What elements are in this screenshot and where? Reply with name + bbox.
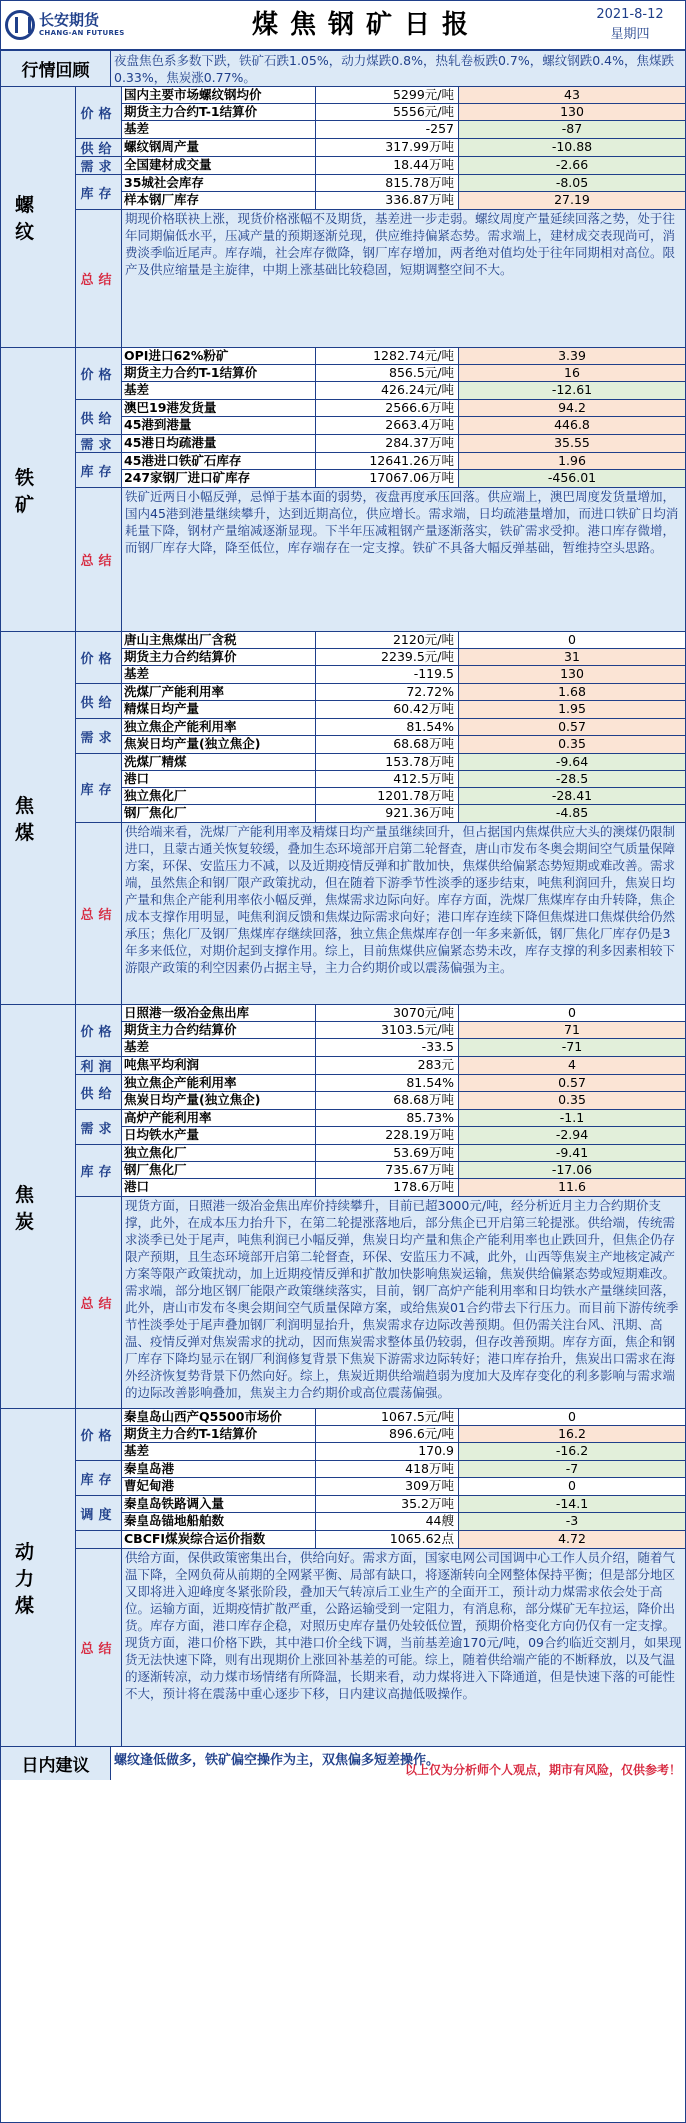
indicator-name: 期货主力合约T-1结算价 [122, 1426, 316, 1442]
indicator-name: 澳巴19港发货量 [122, 400, 316, 416]
summary-text: 现货方面，日照港一级冶金焦出库价持续攀升，目前已超3000元/吨，经分析近月主力合约期价支撑，此外，在成本压力抬升下，在第二轮提涨落地后，部分焦企已开启第三轮提涨。供给端，传统需求淡季已处于尾声，吨焦利润已小幅反弹，焦炭日均产量和焦企产能利用率也止跌回升，但焦企仍存限产预期，且生态环境部开启第二轮督查，环保、安监压力不减，此外，山西等焦炭主产地核定减产方案等限产政策扰动，加上近期疫情反弹和扩散加快影响焦炭运输，焦炭供给偏紧态势或短期难改。需求端，部分地区钢厂能限产政策继续落实，目前，钢厂高炉产能利用率和日均铁水产量继续回落，此外，唐山市发布冬奥会期间空气质量保障方案，或给焦炭01合约带去下行压力。而目前下游传统季节性淡季处于尾声叠加钢厂利润明显抬升，焦炭需求存边际改善预期。但仍需关注台风、汛期、高温、疫情反弹对焦炭需求的扰动，因而焦炭需求整体虽仍较弱，但存改善预期。库存方面，焦企和钢厂库存下降均显示在钢厂利润修复背景下焦炭下游需求边际转好；港口库存抬升，焦炭出口需求在海外经济恢复势背景下仍然向好。综上，焦炭近期供给端趋弱为度加大及库存变化的利多影响与需求端的边际改善影响叠加，焦炭主力合约期价或高位震荡偏强。 [122, 1197, 685, 1408]
indicator-value: 170.9 [316, 1443, 459, 1460]
indicator-change: 0.57 [459, 719, 685, 735]
summary-label: 总结 [76, 823, 122, 1004]
indicator-value: 81.54% [316, 719, 459, 735]
indicator-value: 12641.26万吨 [316, 453, 459, 469]
indicator-change: 43 [459, 87, 685, 103]
indicator-name: 期货主力合约T-1结算价 [122, 365, 316, 381]
indicator-change: -28.41 [459, 788, 685, 804]
indicator-rows [122, 1461, 685, 1495]
section-1 [1, 348, 685, 632]
indicator-value: 896.6元/吨 [316, 1426, 459, 1442]
indicator-name: 吨焦平均利润 [122, 1057, 316, 1074]
indicator-rows [122, 435, 685, 452]
indicator-group [76, 400, 685, 435]
indicator-group [76, 1110, 685, 1145]
indicator-rows [122, 632, 685, 683]
summary-text: 供给方面，保供政策密集出台，供给向好。需求方面，国家电网公司国调中心工作人员介绍，随着气温下降，全网负荷从前期的全网紧平衡、局部有缺口，将逐渐转向全网整体保持平衡；但是部分地区又即将进入迎峰度冬紧张阶段，叠加天气转凉后工业生产的全面开工，预计动力煤需求依会处于高位。运输方面，近期疫情扩散严重，公路运输受到一定阻力，有消息称，部分煤矿无车拉运，降价出货。库存方面，港口库存企稳，对照历史库存量仍处较低位置，预期价格变化方向仍仅有一定支撑。现货方面，港口价格下跌，其中港口价全线下调，当前基差逾170元/吨，09合约临近交割月，如果现货无法快速下降，则有出现期价上涨回补基差的可能。综上，随着供给端产能的不断释放，以及气温的逐渐转凉，动力煤市场情绪有所降温，长期来看，动力煤将进入下降通道，但是快速下落的可能性不大，预计将在震荡中重心逐步下移，日内建议高抛低吸操作。 [122, 1549, 685, 1746]
indicator-value: -33.5 [316, 1039, 459, 1056]
indicator-name: OPI进口62%粉矿 [122, 348, 316, 364]
indicator-change: -7 [459, 1461, 685, 1477]
indicator-value: 178.6万吨 [316, 1179, 459, 1196]
indicator-row [122, 1039, 685, 1056]
indicator-row [122, 87, 685, 104]
section-2 [1, 632, 685, 1005]
indicator-rows [122, 1496, 685, 1530]
indicator-name: 独立焦化厂 [122, 1145, 316, 1161]
indicator-name: 期货主力合约T-1结算价 [122, 104, 316, 120]
indicator-change: -14.1 [459, 1496, 685, 1512]
indicator-row [122, 701, 685, 718]
indicator-row [122, 1443, 685, 1460]
section-name: 焦煤 [1, 632, 76, 1004]
indicator-rows [122, 1110, 685, 1144]
summary-text: 供给端来看，洗煤厂产能利用率及精煤日均产量虽继续回升，但占据国内焦煤供应大头的澳煤仍限制进口，且蒙古通关恢复较缓，叠加生态环境部开启第二轮督查，唐山市发布冬奥会期间空气质量保障方案，环保、安监压力不减，以及近期疫情反弹和扩散加快，焦煤供给偏紧态势短期或难改善。需求端，虽然焦企和钢厂限产政策扰动，但在随着下游季节性淡季的逐步结束，吨焦利润回升，焦炭日均产量和焦企产能利用率依小幅反弹，焦煤需求边际向好。库存方面，洗煤厂焦煤库存由升转降，焦企成本支撑作用明显，吨焦利润反馈和焦煤边际需求向好；港口库存连续下降但焦煤进口焦煤供给仍然承压；焦化厂及钢厂焦煤库存继续回落，独立焦企焦煤库存创一年多来新低，钢厂焦化厂库存仍是3年多来低位，对期价起到支撑作用。综上，目前焦煤供应偏紧态势未改，库存支撑的利多因素相较下游限产政策的利空因素仍占据主导，主力合约期价或以震荡偏强为主。 [122, 823, 685, 1004]
indicator-row [122, 435, 685, 452]
indicator-row [122, 1461, 685, 1478]
indicator-name: 45港进口铁矿石库存 [122, 453, 316, 469]
indicator-group [76, 435, 685, 453]
group-category: 库存 [76, 754, 122, 822]
summary-group [76, 488, 685, 631]
indicator-value: 3070元/吨 [316, 1005, 459, 1021]
indicator-group [76, 719, 685, 754]
indicator-value: 17067.06万吨 [316, 470, 459, 487]
indicator-group [76, 87, 685, 139]
section-body [76, 1005, 685, 1408]
summary-label: 总结 [76, 210, 122, 347]
group-category: 库存 [76, 1461, 122, 1495]
section-body [76, 348, 685, 631]
indicator-row [122, 192, 685, 209]
indicator-change: -17.06 [459, 1162, 685, 1178]
indicator-change: -16.2 [459, 1443, 685, 1460]
indicator-value: 153.78万吨 [316, 754, 459, 770]
indicator-row [122, 1092, 685, 1109]
indicator-row [122, 666, 685, 683]
indicator-change: -8.05 [459, 175, 685, 191]
indicator-rows [122, 1531, 685, 1548]
indicator-change: 0.57 [459, 1075, 685, 1091]
indicator-value: 426.24元/吨 [316, 382, 459, 399]
indicator-change: -28.5 [459, 771, 685, 787]
indicator-value: 1065.62点 [316, 1531, 459, 1548]
indicator-name: 基差 [122, 121, 316, 138]
indicator-name: 洗煤厂精煤 [122, 754, 316, 770]
indicator-row [122, 649, 685, 666]
indicator-change: -12.61 [459, 382, 685, 399]
section-name: 动力煤 [1, 1409, 76, 1746]
indicator-name: 全国建材成交量 [122, 157, 316, 174]
indicator-name: 基差 [122, 666, 316, 683]
indicator-name: 日照港一级冶金焦出库 [122, 1005, 316, 1021]
indicator-row [122, 121, 685, 138]
indicator-value: 18.44万吨 [316, 157, 459, 174]
indicator-group [76, 453, 685, 488]
indicator-row [122, 453, 685, 470]
indicator-change: 71 [459, 1022, 685, 1038]
indicator-value: 68.68万吨 [316, 736, 459, 753]
indicator-change: 16 [459, 365, 685, 381]
indicator-rows [122, 754, 685, 822]
indicator-name: 期货主力合约结算价 [122, 1022, 316, 1038]
indicator-row [122, 1057, 685, 1074]
indicator-change: 16.2 [459, 1426, 685, 1442]
indicator-name: CBCFI煤炭综合运价指数 [122, 1531, 316, 1548]
indicator-change: 130 [459, 666, 685, 683]
indicator-row [122, 1162, 685, 1179]
section-0 [1, 87, 685, 348]
indicator-rows [122, 157, 685, 174]
indicator-value: 735.67万吨 [316, 1162, 459, 1178]
indicator-name: 基差 [122, 1039, 316, 1056]
summary-text: 铁矿近两日小幅反弹，忌惮于基本面的弱势，夜盘再度承压回落。供应端上，澳巴周度发货量增加，国内45港到港量继续攀升，达到近期高位，供应增长。需求端，日均疏港量增加，而进口铁矿日均消耗量下降，钢材产量缩减逐渐显现。下半年压减粗钢产量逐渐落实，铁矿需求受抑。港口库存微增，而钢厂库存大降，降至低位，库存端存在一定支撑。铁矿不具备大幅反弹基础，暂维持空头思路。 [122, 488, 685, 631]
indicator-group [76, 175, 685, 210]
section-3 [1, 1005, 685, 1409]
group-category: 价格 [76, 1005, 122, 1056]
indicator-row [122, 1496, 685, 1513]
indicator-row [122, 805, 685, 822]
indicator-row [122, 1513, 685, 1530]
logo-en: CHANG-AN FUTURES [39, 29, 125, 37]
indicator-change: -71 [459, 1039, 685, 1056]
indicator-group [76, 1461, 685, 1496]
section-body [76, 1409, 685, 1746]
indicator-row [122, 1478, 685, 1495]
indicator-value: 5299元/吨 [316, 87, 459, 103]
section-name: 铁矿 [1, 348, 76, 631]
company-logo [1, 1, 127, 49]
indicator-change: 446.8 [459, 417, 685, 434]
group-category: 利润 [76, 1057, 122, 1074]
section-name: 焦炭 [1, 1005, 76, 1408]
indicator-name: 曹妃甸港 [122, 1478, 316, 1495]
summary-label: 总结 [76, 1197, 122, 1408]
indicator-change: 0 [568, 1005, 576, 1020]
indicator-row [122, 382, 685, 399]
indicator-row [122, 365, 685, 382]
indicator-row [122, 157, 685, 174]
indicator-change: -10.88 [459, 139, 685, 156]
indicator-name: 秦皇岛锚地船舶数 [122, 1513, 316, 1530]
indicator-group [76, 1496, 685, 1531]
indicator-row [122, 139, 685, 156]
indicator-row [122, 470, 685, 487]
indicator-value: 317.99万吨 [316, 139, 459, 156]
indicator-row [122, 1022, 685, 1039]
indicator-change: -2.66 [459, 157, 685, 174]
indicator-rows [122, 453, 685, 487]
indicator-row [122, 1426, 685, 1443]
indicator-value: 2239.5元/吨 [316, 649, 459, 665]
indicator-rows [122, 1409, 685, 1460]
report-title: 煤焦钢矿日报 [251, 10, 480, 40]
indicator-change: 0.35 [459, 736, 685, 753]
indicator-change: -9.41 [459, 1145, 685, 1161]
indicator-value: 5556元/吨 [316, 104, 459, 120]
indicator-group [76, 139, 685, 157]
indicator-change: 35.55 [459, 435, 685, 452]
indicator-row [122, 348, 685, 365]
group-category: 需求 [76, 157, 122, 174]
indicator-row [122, 175, 685, 192]
group-category: 供给 [76, 1075, 122, 1109]
indicator-change: -1.1 [459, 1110, 685, 1126]
indicator-name: 独立焦化厂 [122, 788, 316, 804]
indicator-rows [122, 1057, 685, 1074]
indicator-change: 31 [459, 649, 685, 665]
indicator-group [76, 1531, 685, 1549]
indicator-change: -3 [459, 1513, 685, 1530]
indicator-change: -87 [459, 121, 685, 138]
indicator-change: -9.64 [459, 754, 685, 770]
summary-group [76, 210, 685, 347]
indicator-name: 45港日均疏港量 [122, 435, 316, 452]
indicator-row [122, 417, 685, 434]
indicator-row [122, 1145, 685, 1162]
indicator-rows [122, 87, 685, 138]
group-category: 需求 [76, 1110, 122, 1144]
indicator-value: 336.87万吨 [316, 192, 459, 209]
indicator-value: 3103.5元/吨 [316, 1022, 459, 1038]
indicator-name: 焦炭日均产量(独立焦企) [122, 1092, 316, 1109]
indicator-name: 秦皇岛铁路调入量 [122, 1496, 316, 1512]
group-category: 供给 [76, 400, 122, 434]
indicator-name: 港口 [122, 771, 316, 787]
indicator-value: 418万吨 [316, 1461, 459, 1477]
section-body [76, 87, 685, 347]
indicator-rows [122, 348, 685, 399]
indicator-rows [122, 175, 685, 209]
indicator-name: 港口 [122, 1179, 316, 1196]
indicator-group [76, 632, 685, 684]
indicator-name: 焦炭日均产量(独立焦企) [122, 736, 316, 753]
indicator-value: 921.36万吨 [316, 805, 459, 822]
indicator-value: 1201.78万吨 [316, 788, 459, 804]
indicator-row [122, 632, 685, 649]
indicator-change: 1.68 [459, 684, 685, 700]
indicator-value: 283元 [316, 1057, 459, 1074]
group-category: 需求 [76, 719, 122, 753]
indicator-row [122, 754, 685, 771]
summary-label: 总结 [76, 488, 122, 631]
indicator-rows [122, 400, 685, 434]
indicator-change: 3.39 [459, 348, 685, 364]
indicator-group [76, 1409, 685, 1461]
indicator-row [122, 1110, 685, 1127]
group-category: 价格 [76, 87, 122, 138]
indicator-name: 秦皇岛山西产Q5500市场价 [122, 1409, 316, 1425]
indicator-row [122, 400, 685, 417]
logo-icon [5, 10, 35, 40]
indicator-name: 日均铁水产量 [122, 1127, 316, 1144]
indicator-row [122, 1531, 685, 1548]
indicator-value: 1282.74元/吨 [316, 348, 459, 364]
indicator-name: 钢厂焦化厂 [122, 1162, 316, 1178]
indicator-change: 0 [568, 1409, 576, 1424]
indicator-rows [122, 139, 685, 156]
advice-text-block [111, 1747, 685, 1780]
indicator-value: 1067.5元/吨 [316, 1409, 459, 1425]
indicator-rows [122, 719, 685, 753]
section-name: 螺纹 [1, 87, 76, 347]
indicator-name: 钢厂焦化厂 [122, 805, 316, 822]
indicator-change: 27.19 [459, 192, 685, 209]
indicator-change: -456.01 [459, 470, 685, 487]
indicator-value: 309万吨 [316, 1478, 459, 1495]
indicator-name: 洗煤厂产能利用率 [122, 684, 316, 700]
advice-label: 日内建议 [1, 1747, 111, 1780]
indicator-change: 4.72 [459, 1531, 685, 1548]
indicator-rows [122, 1145, 685, 1196]
indicator-group [76, 754, 685, 823]
indicator-row [122, 771, 685, 788]
indicator-value: 412.5万吨 [316, 771, 459, 787]
indicator-change: 94.2 [459, 400, 685, 416]
indicator-name: 独立焦企产能利用率 [122, 1075, 316, 1091]
indicator-value: 2566.6万吨 [316, 400, 459, 416]
intraday-advice [1, 1747, 685, 1780]
market-review [1, 51, 685, 87]
indicator-group [76, 1145, 685, 1197]
indicator-name: 精煤日均产量 [122, 701, 316, 718]
indicator-row [122, 1075, 685, 1092]
report-header [1, 1, 685, 51]
group-category: 价格 [76, 348, 122, 399]
summary-group [76, 823, 685, 1004]
indicator-row [122, 719, 685, 736]
indicator-value: 53.69万吨 [316, 1145, 459, 1161]
indicator-change: 0 [568, 632, 576, 647]
group-category: 价格 [76, 632, 122, 683]
indicator-value: -257 [316, 121, 459, 138]
indicator-group [76, 1057, 685, 1075]
indicator-row [122, 1179, 685, 1196]
indicator-change: 11.6 [459, 1179, 685, 1196]
indicator-value: 228.19万吨 [316, 1127, 459, 1144]
indicator-change: 130 [459, 104, 685, 120]
indicator-row [122, 788, 685, 805]
indicator-value: 2120元/吨 [316, 632, 459, 648]
indicator-name: 国内主要市场螺纹钢均价 [122, 87, 316, 103]
group-category: 供给 [76, 139, 122, 156]
review-label: 行情回顾 [1, 51, 111, 86]
indicator-group [76, 157, 685, 175]
indicator-rows [122, 684, 685, 718]
indicator-row [122, 1005, 685, 1022]
indicator-change: 1.95 [459, 701, 685, 718]
indicator-change: 4 [459, 1057, 685, 1074]
report-weekday: 星期四 [610, 27, 650, 42]
indicator-row [122, 1127, 685, 1144]
indicator-row [122, 736, 685, 753]
indicator-value: 85.73% [316, 1110, 459, 1126]
indicator-name: 247家钢厂进口矿库存 [122, 470, 316, 487]
indicator-name: 唐山主焦煤出厂含税 [122, 632, 316, 648]
indicator-value: 44艘 [316, 1513, 459, 1530]
indicator-rows [122, 1075, 685, 1109]
indicator-row [122, 684, 685, 701]
group-category [76, 1531, 122, 1548]
indicator-name: 秦皇岛港 [122, 1461, 316, 1477]
report-date: 2021-8-12 [596, 7, 664, 22]
disclaimer: 以上仅为分析师个人观点，期市有风险，仅供参考！ [404, 1763, 681, 1777]
group-category: 价格 [76, 1409, 122, 1460]
indicator-value: 72.72% [316, 684, 459, 700]
summary-group [76, 1549, 685, 1746]
section-body [76, 632, 685, 1004]
indicator-value: 35.2万吨 [316, 1496, 459, 1512]
commodity-sections [1, 87, 685, 1747]
logo-cn: 长安期货 [39, 11, 100, 29]
indicator-value: 815.78万吨 [316, 175, 459, 191]
section-4 [1, 1409, 685, 1747]
group-category: 供给 [76, 684, 122, 718]
summary-label: 总结 [76, 1549, 122, 1746]
indicator-value: 284.37万吨 [316, 435, 459, 452]
indicator-group [76, 348, 685, 400]
indicator-value: -119.5 [316, 666, 459, 683]
group-category: 需求 [76, 435, 122, 452]
indicator-name: 45港到港量 [122, 417, 316, 434]
indicator-change: 1.96 [459, 453, 685, 469]
indicator-value: 81.54% [316, 1075, 459, 1091]
indicator-group [76, 1075, 685, 1110]
indicator-group [76, 684, 685, 719]
indicator-value: 2663.4万吨 [316, 417, 459, 434]
indicator-value: 68.68万吨 [316, 1092, 459, 1109]
indicator-name: 螺纹钢周产量 [122, 139, 316, 156]
group-category: 调度 [76, 1496, 122, 1530]
indicator-change: 0 [568, 1478, 576, 1493]
indicator-change: -4.85 [459, 805, 685, 822]
indicator-name: 基差 [122, 1443, 316, 1460]
advice-text: 螺纹逢低做多，铁矿偏空操作为主，双焦偏多短差操作。 [114, 1753, 440, 1768]
indicator-value: 60.42万吨 [316, 701, 459, 718]
indicator-rows [122, 1005, 685, 1056]
summary-text: 期现价格联袂上涨，现货价格涨幅不及期货，基差进一步走弱。螺纹周度产量延续回落之势，处于往年同期偏低水平，压减产量的预期逐渐兑现，供应维持偏紧态势。需求端上，建材成交表现尚可，消费淡季临近尾声。库存端，社会库存微降，钢厂库存增加，两者绝对值均处于往年同期相对高位。限产及供应缩量是主旋律，中期上涨基础比较稳固，短期调整空间不大。 [122, 210, 685, 347]
indicator-row [122, 104, 685, 121]
indicator-row [122, 1409, 685, 1426]
indicator-change: 0.35 [459, 1092, 685, 1109]
indicator-name: 样本钢厂库存 [122, 192, 316, 209]
report-date-block [575, 1, 685, 49]
indicator-name: 基差 [122, 382, 316, 399]
indicator-value: 856.5元/吨 [316, 365, 459, 381]
indicator-name: 35城社会库存 [122, 175, 316, 191]
group-category: 库存 [76, 1145, 122, 1196]
summary-group [76, 1197, 685, 1408]
group-category: 库存 [76, 175, 122, 209]
group-category: 库存 [76, 453, 122, 487]
indicator-change: -2.94 [459, 1127, 685, 1144]
indicator-group [76, 1005, 685, 1057]
indicator-name: 期货主力合约结算价 [122, 649, 316, 665]
indicator-name: 独立焦企产能利用率 [122, 719, 316, 735]
review-text: 夜盘焦色系多数下跌，铁矿石跌1.05%，动力煤跌0.8%，热轧卷板跌0.7%，螺纹钢跌0.4%，焦煤跌0.33%，焦炭涨0.77%。 [111, 51, 685, 86]
indicator-name: 高炉产能利用率 [122, 1110, 316, 1126]
